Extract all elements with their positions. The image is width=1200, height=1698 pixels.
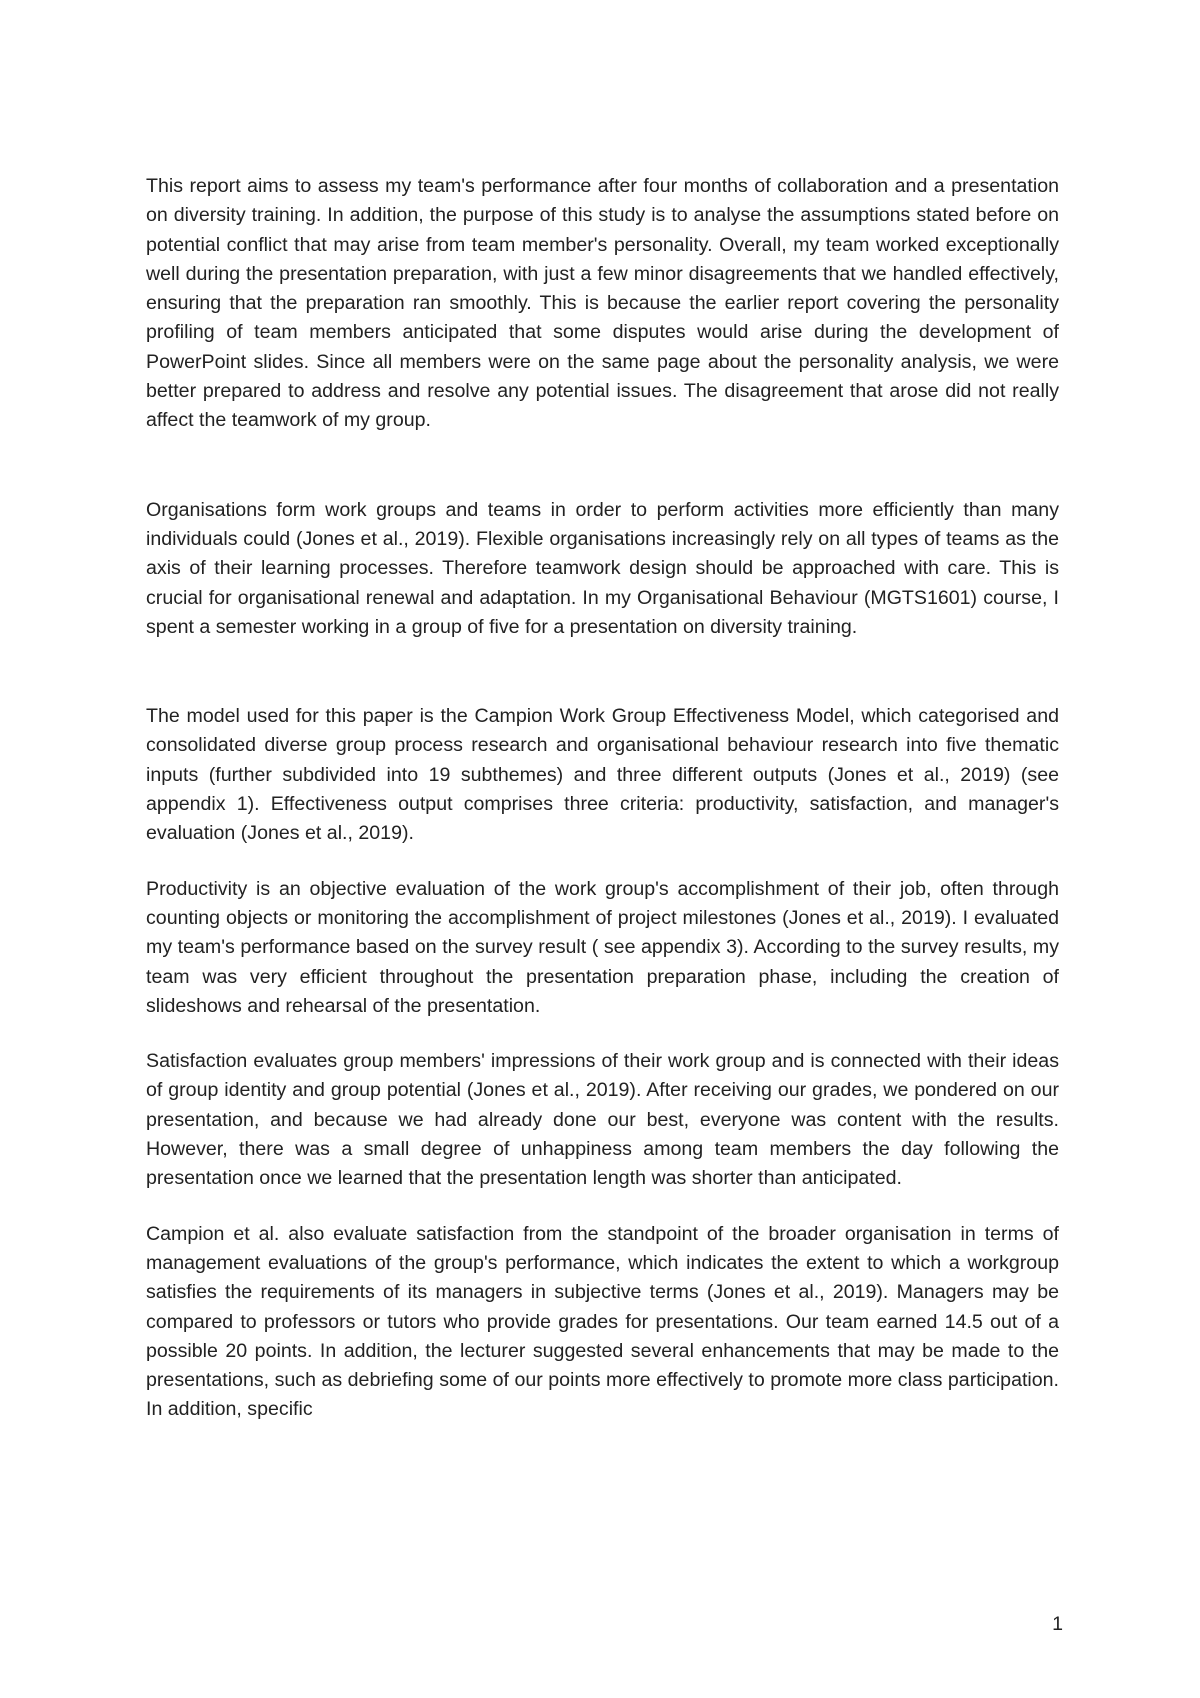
paragraph-satisfaction: Satisfaction evaluates group members' impressions of their work group and is connected with their ideas of group identity and group potential (Jones et al., 2019). After receiving our grades, we pondered on our presentation, and because we had already done our best, everyone was content with the results. However, there was a small degree of unhappiness among team members the day following the presentation once we learned that the presentation length was shorter than anticipated. bbox=[146, 1050, 1059, 1190]
page-number: 1 bbox=[1052, 1613, 1063, 1635]
paragraph-introduction: This report aims to assess my team's performance after four months of collaboration and a presentation on diversity training. In addition, the purpose of this study is to analyse the assumptions stated before on potential conflict that may arise from team member's personality. Overall, my team worked exceptionally well during the presentation preparation, with just a few minor disagreements that we handled effectively, ensuring that the preparation ran smoothly. This is because the earlier report covering the personality profiling of team members anticipated that some disputes would arise during the development of PowerPoint slides. Since all members were on the same page about the personality analysis, we were better prepared to address and resolve any potential issues. The disagreement that arose did not really affect the teamwork of my group. bbox=[146, 175, 1059, 432]
paragraph-model: The model used for this paper is the Campion Work Group Effectiveness Model, which categorised and consolidated diverse group process research and organisational behaviour research into five thematic inputs (further subdivided into 19 subthemes) and three different outputs (Jones et al., 2019) (see appendix 1). Effectiveness output comprises three criteria: productivity, satisfaction, and manager's evaluation (Jones et al., 2019). bbox=[146, 705, 1059, 845]
paragraph-spacer bbox=[146, 436, 1059, 496]
paragraph-productivity: Productivity is an objective evaluation of the work group's accomplishment of their job, often through counting objects or monitoring the accomplishment of project milestones (Jones et al., 2019). I evaluated my team's performance based on the survey result ( see appendix 3). According to the survey results, my team was very efficient throughout the presentation preparation phase, including the creation of slideshows and rehearsal of the presentation. bbox=[146, 877, 1059, 1017]
document-body bbox=[146, 172, 1059, 1425]
paragraph-spacer bbox=[146, 849, 1059, 875]
paragraph-manager-evaluation: Campion et al. also evaluate satisfaction from the standpoint of the broader organisation in terms of management evaluations of the group's performance, which indicates the extent to which a workgroup satisfies the requirements of its managers in subjective terms (Jones et al., 2019). Managers may be compared to professors or tutors who provide grades for presentations. Our team earned 14.5 out of a possible 20 points. In addition, the lecturer suggested several enhancements that may be made to the presentations, such as debriefing some of our points more effectively to promote more class participation. In addition, specific bbox=[146, 1222, 1059, 1421]
paragraph-spacer bbox=[146, 1021, 1059, 1047]
paragraph-background: Organisations form work groups and teams in order to perform activities more efficiently than many individuals could (Jones et al., 2019). Flexible organisations increasingly rely on all types of teams as the axis of their learning processes. Therefore teamwork design should be approached with care. This is crucial for organisational renewal and adaptation. In my Organisational Behaviour (MGTS1601) course, I spent a semester working in a group of five for a presentation on diversity training. bbox=[146, 498, 1059, 638]
paragraph-spacer bbox=[146, 642, 1059, 702]
paragraph-spacer bbox=[146, 1194, 1059, 1220]
